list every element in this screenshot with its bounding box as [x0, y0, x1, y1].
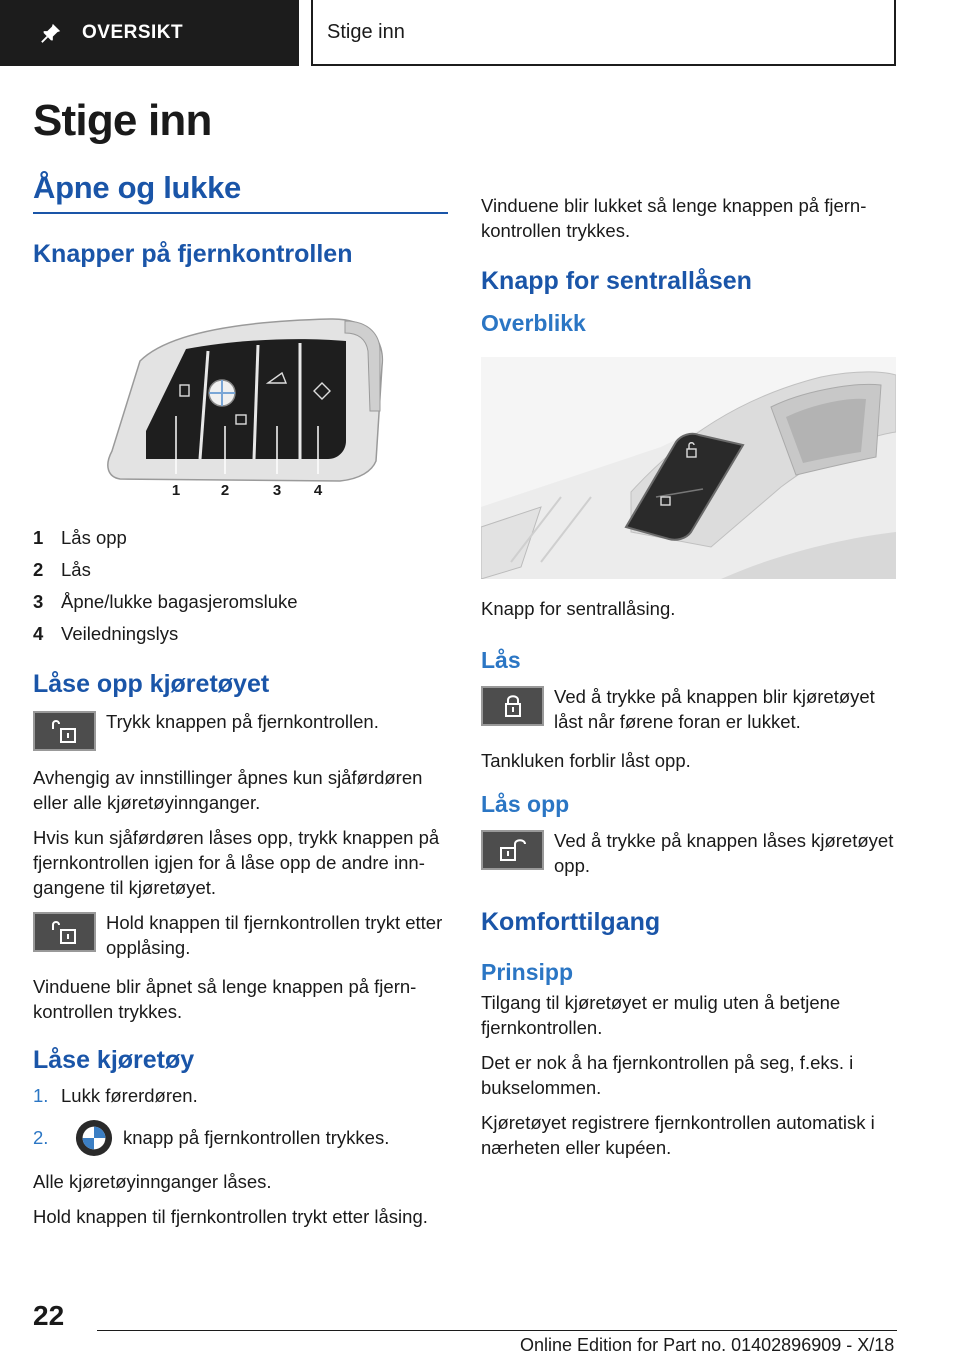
- page-header: [0, 0, 960, 66]
- lock-instruction: [481, 684, 896, 734]
- unlock-central-instruction: [481, 828, 896, 878]
- paragraph: Tankluken forblir låst opp.: [481, 750, 691, 771]
- lock-steps: [33, 1085, 448, 1157]
- item-label: Åpne/lukke bagasjeromsluke: [61, 591, 298, 612]
- step-item: [33, 1085, 448, 1107]
- step-number: 2.: [33, 1127, 49, 1148]
- unlock-button-symbol: [33, 912, 96, 952]
- footer-edition: Online Edition for Part no. 01402896909 - X/18: [520, 1335, 895, 1355]
- unlock-subheading: Lås opp: [481, 791, 570, 817]
- remote-button-list: [33, 522, 448, 650]
- principle-heading: Prinsipp: [481, 959, 574, 985]
- figure-number: 3: [272, 482, 282, 499]
- unlock-icon: [47, 918, 83, 946]
- overview-tab-label: OVERSIKT: [82, 22, 184, 43]
- item-number: 1: [33, 527, 44, 548]
- footer-divider: [97, 1330, 897, 1331]
- paragraph: Kjøretøyet registrere fjernkontrollen automatisk i nærheten eller kupéen.: [481, 1112, 875, 1158]
- unlock-hold-instruction: [33, 910, 448, 960]
- paragraph: Avhengig av innstillinger åpnes kun sjåførdøren eller alle kjøretøyinnganger.: [33, 767, 423, 813]
- left-column: [33, 96, 448, 1239]
- remote-buttons-heading: Knapper på fjernkontrollen: [33, 240, 353, 268]
- step-item: [33, 1119, 448, 1157]
- list-item: [33, 586, 448, 618]
- breadcrumb-label: Stige inn: [327, 20, 405, 43]
- unlock-icon: [47, 717, 83, 745]
- figure-caption: Knapp for sentrallåsing.: [481, 598, 676, 619]
- lock-instruction-text: Ved å trykke på knappen blir kjøretøyet låst når førene foran er lukket.: [554, 686, 875, 732]
- list-item: [33, 554, 448, 586]
- item-number: 2: [33, 559, 44, 580]
- section-title: Åpne og lukke: [33, 170, 448, 214]
- list-item: [33, 618, 448, 650]
- item-number: 4: [33, 623, 44, 644]
- unlock-instruction: [33, 709, 448, 751]
- unlock-central-text: Ved å trykke på knappen låses kjøretøyet opp.: [554, 830, 894, 876]
- item-number: 3: [33, 591, 44, 612]
- item-label: Lås: [61, 559, 91, 580]
- list-item: [33, 522, 448, 554]
- overview-tab[interactable]: [0, 0, 299, 66]
- unlock-hold-text: Hold knappen til fjernkontrollen trykt etter opplåsing.: [106, 912, 443, 958]
- door-panel-illustration: [481, 357, 896, 579]
- page-number: 22: [33, 1300, 65, 1331]
- unlock-icon: [495, 836, 531, 864]
- lock-icon: [499, 692, 527, 720]
- comfort-access-heading: Komforttilgang: [481, 908, 661, 936]
- paragraph: Tilgang til kjøretøyet er mulig uten å betjene fjernkontrollen.: [481, 992, 841, 1038]
- paragraph: Hold knappen til fjernkontrollen trykt etter låsing.: [33, 1206, 428, 1227]
- step-number: 1.: [33, 1085, 49, 1106]
- figure-number: 4: [313, 482, 323, 499]
- page-title: Stige inn: [33, 96, 212, 145]
- unlock-button-symbol: [33, 711, 96, 751]
- figure-number: 1: [171, 482, 181, 499]
- lock-subheading: Lås: [481, 647, 521, 673]
- paragraph: Alle kjøretøyinnganger låses.: [33, 1171, 272, 1192]
- unlock-heading: Låse opp kjøretøyet: [33, 670, 270, 698]
- right-column: [481, 193, 896, 1170]
- step-text: knapp på fjernkontrollen trykkes.: [123, 1127, 390, 1148]
- lock-heading: Låse kjøretøy: [33, 1046, 195, 1074]
- paragraph: Vinduene blir åpnet så lenge knappen på fjernkontrollen trykkes.: [33, 976, 417, 1022]
- remote-key-illustration: [100, 311, 410, 501]
- figure-number: 2: [220, 482, 230, 499]
- central-lock-heading: Knapp for sentrallåsen: [481, 267, 752, 295]
- overview-heading: Overblikk: [481, 310, 586, 336]
- lock-button-symbol: [481, 686, 544, 726]
- unlock-button-symbol: [481, 830, 544, 870]
- paragraph: Hvis kun sjåførdøren låses opp, trykk knappen på fjernkontrollen igjen for å låse opp de andre inngangene til kjøretøyet.: [33, 827, 440, 898]
- pin-icon: [40, 22, 62, 44]
- unlock-instruction-text: Trykk knappen på fjernkontrollen.: [106, 711, 379, 732]
- brand-roundel-icon: [75, 1119, 113, 1157]
- item-label: Veiledningslys: [61, 623, 179, 644]
- item-label: Lås opp: [61, 527, 127, 548]
- breadcrumb-current: [311, 0, 896, 66]
- paragraph: Vinduene blir lukket så lenge knappen på fjernkontrollen trykkes.: [481, 195, 867, 241]
- step-text: Lukk førerdøren.: [61, 1085, 198, 1106]
- paragraph: Det er nok å ha fjernkontrollen på seg, f.eks. i bukselommen.: [481, 1052, 854, 1098]
